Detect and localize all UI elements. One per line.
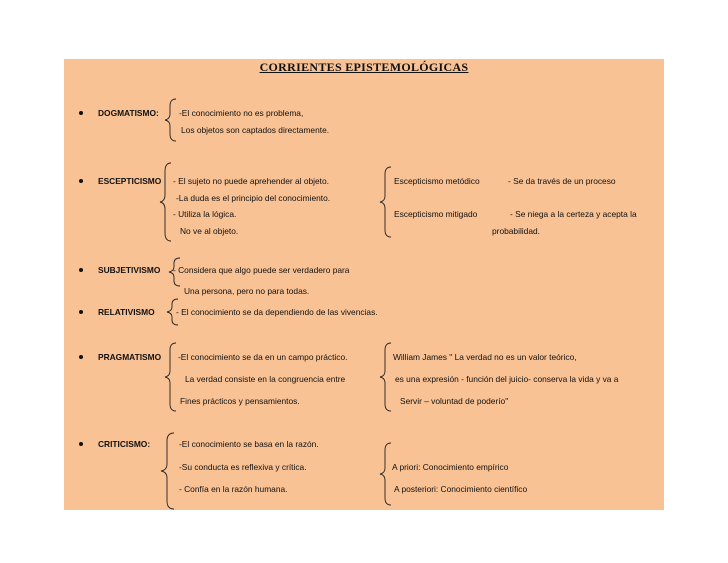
content-panel [64, 59, 664, 510]
criticismo-right-1: A priori: Conocimiento empírico [392, 462, 509, 472]
dogmatismo-line-2: Los objetos son captados directamente. [181, 125, 330, 135]
bullet-criticismo [79, 442, 83, 446]
pragmatismo-line-1: -El conocimiento se da en un campo práctico. [178, 352, 348, 362]
pragmatismo-quote-1: William James " La verdad no es un valor teórico, [393, 352, 577, 362]
label-pragmatismo: PRAGMATISMO [98, 352, 162, 362]
escepticismo-type-2: Escepticismo mitigado [394, 209, 478, 219]
pragmatismo-quote-2: es una expresión - función del juicio- conserva la vida y va a [395, 374, 619, 384]
bullet-subjetivismo [79, 268, 83, 272]
brace-escepticismo-types [379, 166, 393, 238]
escepticismo-line-1: - El sujeto no puede aprehender al objeto. [173, 176, 329, 186]
brace-escepticismo [159, 162, 173, 242]
brace-criticismo-right [379, 442, 393, 506]
subjetivismo-line-2: Una persona, pero no para todas. [184, 286, 310, 296]
pragmatismo-quote-3: Servir – voluntad de poderío" [400, 396, 509, 406]
brace-pragmatismo [164, 342, 178, 412]
escepticismo-detail-3: probabilidad. [492, 226, 540, 236]
criticismo-line-3: - Confía en la razón humana. [179, 484, 288, 494]
label-criticismo: CRITICISMO: [98, 439, 151, 449]
brace-pragmatismo-quote [379, 342, 393, 412]
label-relativismo: RELATIVISMO [98, 307, 155, 317]
bullet-relativismo [79, 310, 83, 314]
bullet-escepticismo [79, 179, 83, 183]
escepticismo-detail-2: - Se niega a la certeza y acepta la [510, 209, 637, 219]
subjetivismo-line-1: - Considera que algo puede ser verdadero para [173, 265, 350, 275]
criticismo-line-1: -El conocimiento se basa en la razón. [179, 439, 319, 449]
label-escepticismo: ESCEPTICISMO [98, 176, 162, 186]
brace-dogmatismo [164, 98, 178, 142]
pragmatismo-line-3: Fines prácticos y pensamientos. [180, 396, 300, 406]
criticismo-right-2: A posteriori: Conocimiento científico [394, 484, 528, 494]
escepticismo-detail-1: - Se da través de un proceso [508, 176, 616, 186]
dogmatismo-line-1: -El conocimiento no es problema, [179, 108, 304, 118]
escepticismo-line-3: - Utiliza la lógica. [173, 209, 237, 219]
page-title: CORRIENTES EPISTEMOLÓGICAS [259, 60, 469, 74]
label-dogmatismo: DOGMATISMO: [98, 108, 159, 118]
bullet-pragmatismo [79, 355, 83, 359]
criticismo-line-2: -Su conducta es reflexiva y crítica. [179, 462, 307, 472]
escepticismo-line-2: -La duda es el principio del conocimiento. [176, 193, 331, 203]
relativismo-line-1: - El conocimiento se da dependiendo de las vivencias. [176, 307, 378, 317]
escepticismo-line-4: No ve al objeto. [180, 226, 239, 236]
escepticismo-type-1: Escepticismo metódico [394, 176, 480, 186]
pragmatismo-line-2: La verdad consiste en la congruencia entre [185, 374, 346, 384]
bullet-dogmatismo [79, 111, 83, 115]
brace-criticismo [160, 432, 176, 510]
label-subjetivismo: SUBJETIVISMO [98, 265, 161, 275]
